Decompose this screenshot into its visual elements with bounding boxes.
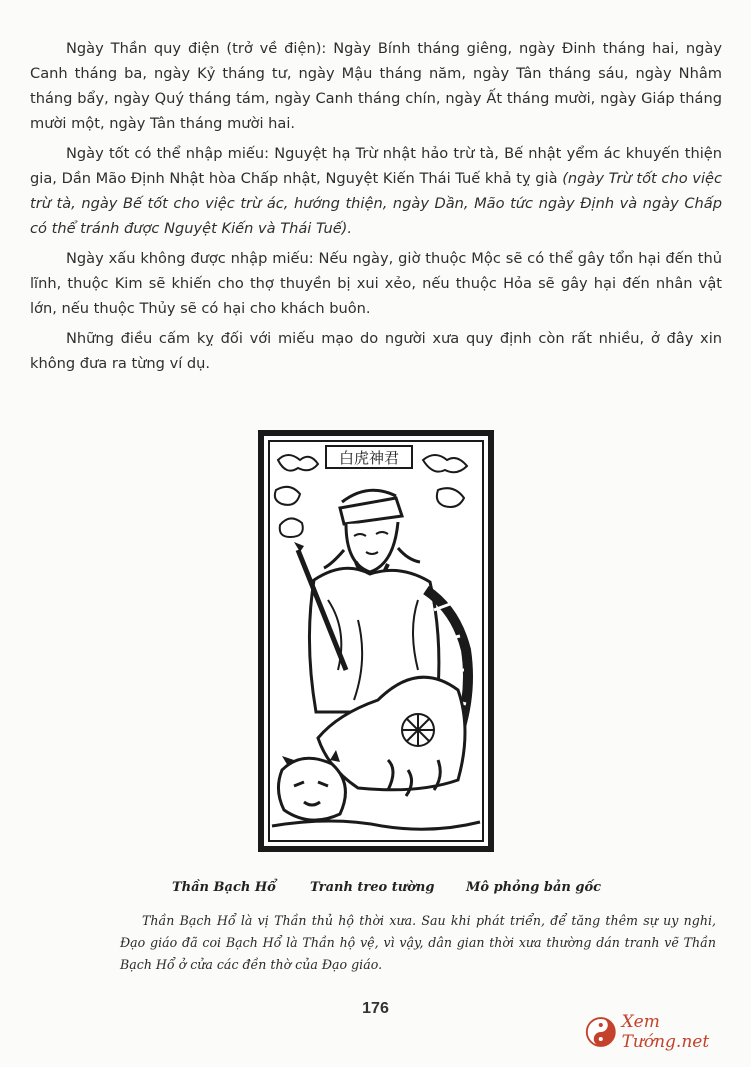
caption-type: Tranh treo tường <box>310 880 435 895</box>
paragraph-good-days <box>30 141 722 241</box>
paragraph-temple-return-days: Ngày Thần quy điện (trở về điện): Ngày Bính tháng giêng, ngày Đinh tháng hai, ngày Canh tháng ba, ngày Kỷ tháng tư, ngày Mậu tháng năm, ngày Tân tháng sáu, ngày Nhâm tháng bẩy, ngày Quý tháng tám, ngày Canh tháng chín, ngày Ất tháng mười, ngày Giáp tháng mười một, ngày Tân tháng mười hai. <box>30 40 722 132</box>
figure-description: Thần Bạch Hổ là vị Thần thủ hộ thời xưa. Sau khi phát triển, để tăng thêm sự uy nghi, Đạo giáo đã coi Bạch Hổ là Thần hộ vệ, vì vậy, dân gian thời xưa thường dán tranh vẽ Thần Bạch Hổ ở cửa các đền thờ của Đạo giáo. <box>120 913 716 972</box>
site-watermark <box>584 1014 744 1050</box>
caption-subject: Thần Bạch Hổ <box>172 880 276 895</box>
white-tiger-god-woodblock <box>258 430 494 852</box>
caption-source: Mô phỏng bản gốc <box>466 880 602 895</box>
yin-yang-icon <box>584 1014 618 1050</box>
paragraph-taboos: Những điều cấm kỵ đối với miếu mạo do người xưa quy định còn rất nhiều, ở đây xin không đưa ra từng ví dụ. <box>30 330 722 372</box>
paragraph-bad-days: Ngày xấu không được nhập miếu: Nếu ngày, giờ thuộc Mộc sẽ có thể gây tổn hại đến thủ lĩnh, thuộc Kim sẽ khiến cho thợ thuyền bị xui xẻo, nếu thuộc Hỏa sẽ gây hại đến nhân vật lớn, nếu thuộc Thủy sẽ có hại cho khách buôn. <box>30 250 722 317</box>
seal-title: 白虎神君 <box>338 449 400 467</box>
good-days-note: (ngày Trừ tốt cho việc trừ tà, ngày Bế tốt cho việc trừ ác, hướng thiện, ngày Dần, Mão tức ngày Định và ngày Chấp có thể tránh được Nguyệt Kiến và Thái Tuế). <box>30 170 723 237</box>
watermark-text: Xem Tướng.net <box>621 1012 710 1052</box>
page-number: 176 <box>362 1000 389 1017</box>
good-days-text: Ngày tốt có thể nhập miếu: Nguyệt hạ Trừ nhật hảo trừ tà, Bế nhật yểm ác khuyến thiện gia, Dần Mão Định Nhật hòa Chấp nhật, Nguyệt Kiến Thái Tuế khả tỵ già <box>30 145 722 187</box>
